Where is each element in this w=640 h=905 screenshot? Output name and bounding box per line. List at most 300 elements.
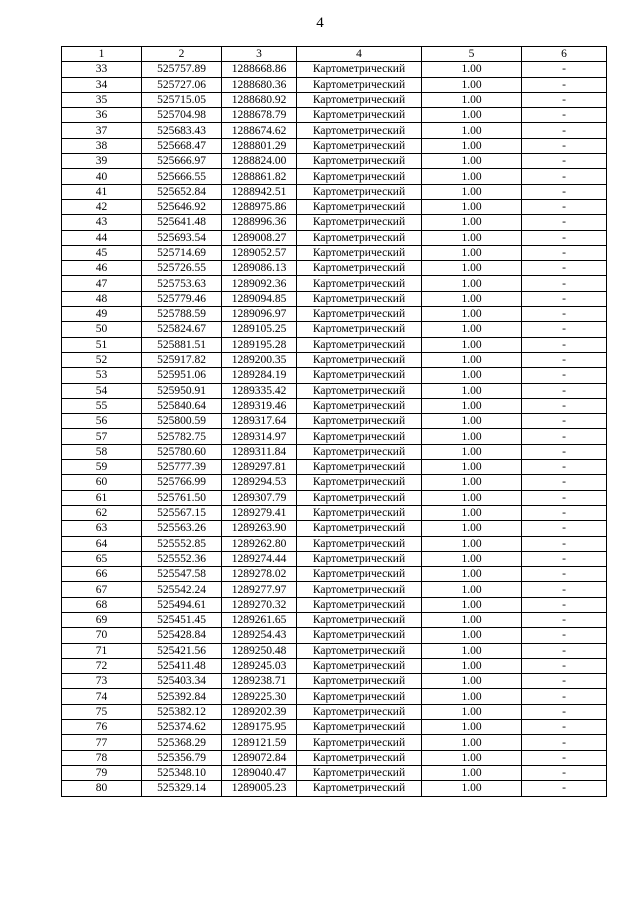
point-number-cell: 63 bbox=[62, 521, 142, 536]
x-coordinate-cell: 525704.98 bbox=[142, 108, 222, 123]
point-number-cell: 80 bbox=[62, 781, 142, 796]
accuracy-cell: 1.00 bbox=[422, 460, 522, 475]
point-number-cell: 78 bbox=[62, 750, 142, 765]
method-cell: Картометрический bbox=[297, 230, 422, 245]
column-header: 3 bbox=[222, 47, 297, 62]
point-number-cell: 71 bbox=[62, 643, 142, 658]
note-cell: - bbox=[522, 781, 607, 796]
accuracy-cell: 1.00 bbox=[422, 276, 522, 291]
method-cell: Картометрический bbox=[297, 643, 422, 658]
accuracy-cell: 1.00 bbox=[422, 567, 522, 582]
table-row bbox=[62, 230, 607, 245]
note-cell: - bbox=[522, 92, 607, 107]
point-number-cell: 76 bbox=[62, 720, 142, 735]
accuracy-cell: 1.00 bbox=[422, 199, 522, 214]
accuracy-cell: 1.00 bbox=[422, 383, 522, 398]
table-row bbox=[62, 383, 607, 398]
method-cell: Картометрический bbox=[297, 597, 422, 612]
note-cell: - bbox=[522, 123, 607, 138]
method-cell: Картометрический bbox=[297, 215, 422, 230]
note-cell: - bbox=[522, 138, 607, 153]
x-coordinate-cell: 525542.24 bbox=[142, 582, 222, 597]
y-coordinate-cell: 1289319.46 bbox=[222, 398, 297, 413]
point-number-cell: 37 bbox=[62, 123, 142, 138]
table-row bbox=[62, 261, 607, 276]
accuracy-cell: 1.00 bbox=[422, 77, 522, 92]
y-coordinate-cell: 1289297.81 bbox=[222, 460, 297, 475]
x-coordinate-cell: 525780.60 bbox=[142, 444, 222, 459]
table-row bbox=[62, 475, 607, 490]
table-row bbox=[62, 276, 607, 291]
note-cell: - bbox=[522, 567, 607, 582]
method-cell: Картометрический bbox=[297, 720, 422, 735]
note-cell: - bbox=[522, 490, 607, 505]
y-coordinate-cell: 1289175.95 bbox=[222, 720, 297, 735]
note-cell: - bbox=[522, 475, 607, 490]
x-coordinate-cell: 525348.10 bbox=[142, 765, 222, 780]
column-header: 6 bbox=[522, 47, 607, 62]
table-row bbox=[62, 429, 607, 444]
method-cell: Картометрический bbox=[297, 383, 422, 398]
x-coordinate-cell: 525693.54 bbox=[142, 230, 222, 245]
point-number-cell: 47 bbox=[62, 276, 142, 291]
accuracy-cell: 1.00 bbox=[422, 735, 522, 750]
y-coordinate-cell: 1289225.30 bbox=[222, 689, 297, 704]
accuracy-cell: 1.00 bbox=[422, 245, 522, 260]
note-cell: - bbox=[522, 169, 607, 184]
method-cell: Картометрический bbox=[297, 245, 422, 260]
x-coordinate-cell: 525788.59 bbox=[142, 307, 222, 322]
point-number-cell: 69 bbox=[62, 612, 142, 627]
point-number-cell: 67 bbox=[62, 582, 142, 597]
method-cell: Картометрический bbox=[297, 689, 422, 704]
y-coordinate-cell: 1288668.86 bbox=[222, 62, 297, 77]
accuracy-cell: 1.00 bbox=[422, 108, 522, 123]
accuracy-cell: 1.00 bbox=[422, 521, 522, 536]
x-coordinate-cell: 525329.14 bbox=[142, 781, 222, 796]
table-row bbox=[62, 307, 607, 322]
method-cell: Картометрический bbox=[297, 291, 422, 306]
point-number-cell: 58 bbox=[62, 444, 142, 459]
method-cell: Картометрический bbox=[297, 184, 422, 199]
accuracy-cell: 1.00 bbox=[422, 337, 522, 352]
x-coordinate-cell: 525652.84 bbox=[142, 184, 222, 199]
point-number-cell: 74 bbox=[62, 689, 142, 704]
note-cell: - bbox=[522, 307, 607, 322]
note-cell: - bbox=[522, 245, 607, 260]
point-number-cell: 35 bbox=[62, 92, 142, 107]
y-coordinate-cell: 1288975.86 bbox=[222, 199, 297, 214]
accuracy-cell: 1.00 bbox=[422, 429, 522, 444]
table-row bbox=[62, 368, 607, 383]
column-header: 5 bbox=[422, 47, 522, 62]
accuracy-cell: 1.00 bbox=[422, 444, 522, 459]
method-cell: Картометрический bbox=[297, 414, 422, 429]
y-coordinate-cell: 1289245.03 bbox=[222, 658, 297, 673]
y-coordinate-cell: 1289279.41 bbox=[222, 505, 297, 520]
note-cell: - bbox=[522, 429, 607, 444]
y-coordinate-cell: 1289072.84 bbox=[222, 750, 297, 765]
note-cell: - bbox=[522, 154, 607, 169]
point-number-cell: 77 bbox=[62, 735, 142, 750]
accuracy-cell: 1.00 bbox=[422, 612, 522, 627]
method-cell: Картометрический bbox=[297, 658, 422, 673]
note-cell: - bbox=[522, 62, 607, 77]
y-coordinate-cell: 1289105.25 bbox=[222, 322, 297, 337]
x-coordinate-cell: 525951.06 bbox=[142, 368, 222, 383]
note-cell: - bbox=[522, 765, 607, 780]
x-coordinate-cell: 525421.56 bbox=[142, 643, 222, 658]
note-cell: - bbox=[522, 291, 607, 306]
x-coordinate-cell: 525666.55 bbox=[142, 169, 222, 184]
point-number-cell: 43 bbox=[62, 215, 142, 230]
point-number-cell: 44 bbox=[62, 230, 142, 245]
column-header: 4 bbox=[297, 47, 422, 62]
point-number-cell: 68 bbox=[62, 597, 142, 612]
coordinates-table bbox=[61, 46, 607, 797]
accuracy-cell: 1.00 bbox=[422, 169, 522, 184]
accuracy-cell: 1.00 bbox=[422, 658, 522, 673]
method-cell: Картометрический bbox=[297, 138, 422, 153]
note-cell: - bbox=[522, 398, 607, 413]
point-number-cell: 36 bbox=[62, 108, 142, 123]
accuracy-cell: 1.00 bbox=[422, 597, 522, 612]
point-number-cell: 50 bbox=[62, 322, 142, 337]
method-cell: Картометрический bbox=[297, 108, 422, 123]
x-coordinate-cell: 525451.45 bbox=[142, 612, 222, 627]
method-cell: Картометрический bbox=[297, 337, 422, 352]
x-coordinate-cell: 525777.39 bbox=[142, 460, 222, 475]
column-header: 1 bbox=[62, 47, 142, 62]
point-number-cell: 66 bbox=[62, 567, 142, 582]
x-coordinate-cell: 525753.63 bbox=[142, 276, 222, 291]
table-row bbox=[62, 551, 607, 566]
x-coordinate-cell: 525715.05 bbox=[142, 92, 222, 107]
y-coordinate-cell: 1289040.47 bbox=[222, 765, 297, 780]
table-row bbox=[62, 597, 607, 612]
page-number: 4 bbox=[316, 15, 324, 31]
x-coordinate-cell: 525782.75 bbox=[142, 429, 222, 444]
note-cell: - bbox=[522, 674, 607, 689]
method-cell: Картометрический bbox=[297, 490, 422, 505]
method-cell: Картометрический bbox=[297, 62, 422, 77]
method-cell: Картометрический bbox=[297, 261, 422, 276]
x-coordinate-cell: 525428.84 bbox=[142, 628, 222, 643]
method-cell: Картометрический bbox=[297, 781, 422, 796]
method-cell: Картометрический bbox=[297, 582, 422, 597]
method-cell: Картометрический bbox=[297, 735, 422, 750]
y-coordinate-cell: 1288942.51 bbox=[222, 184, 297, 199]
note-cell: - bbox=[522, 628, 607, 643]
table-row bbox=[62, 108, 607, 123]
method-cell: Картометрический bbox=[297, 567, 422, 582]
y-coordinate-cell: 1289284.19 bbox=[222, 368, 297, 383]
accuracy-cell: 1.00 bbox=[422, 781, 522, 796]
table-row bbox=[62, 643, 607, 658]
y-coordinate-cell: 1288861.82 bbox=[222, 169, 297, 184]
accuracy-cell: 1.00 bbox=[422, 720, 522, 735]
y-coordinate-cell: 1288680.92 bbox=[222, 92, 297, 107]
table-row bbox=[62, 398, 607, 413]
accuracy-cell: 1.00 bbox=[422, 261, 522, 276]
table-row bbox=[62, 521, 607, 536]
note-cell: - bbox=[522, 612, 607, 627]
y-coordinate-cell: 1289094.85 bbox=[222, 291, 297, 306]
x-coordinate-cell: 525666.97 bbox=[142, 154, 222, 169]
y-coordinate-cell: 1289092.36 bbox=[222, 276, 297, 291]
accuracy-cell: 1.00 bbox=[422, 92, 522, 107]
x-coordinate-cell: 525382.12 bbox=[142, 704, 222, 719]
table-row bbox=[62, 215, 607, 230]
y-coordinate-cell: 1289314.97 bbox=[222, 429, 297, 444]
point-number-cell: 48 bbox=[62, 291, 142, 306]
method-cell: Картометрический bbox=[297, 551, 422, 566]
accuracy-cell: 1.00 bbox=[422, 750, 522, 765]
table-row bbox=[62, 704, 607, 719]
point-number-cell: 55 bbox=[62, 398, 142, 413]
x-coordinate-cell: 525917.82 bbox=[142, 352, 222, 367]
accuracy-cell: 1.00 bbox=[422, 352, 522, 367]
x-coordinate-cell: 525766.99 bbox=[142, 475, 222, 490]
accuracy-cell: 1.00 bbox=[422, 582, 522, 597]
note-cell: - bbox=[522, 383, 607, 398]
y-coordinate-cell: 1289274.44 bbox=[222, 551, 297, 566]
point-number-cell: 65 bbox=[62, 551, 142, 566]
method-cell: Картометрический bbox=[297, 704, 422, 719]
method-cell: Картометрический bbox=[297, 674, 422, 689]
accuracy-cell: 1.00 bbox=[422, 551, 522, 566]
x-coordinate-cell: 525757.89 bbox=[142, 62, 222, 77]
method-cell: Картометрический bbox=[297, 750, 422, 765]
x-coordinate-cell: 525356.79 bbox=[142, 750, 222, 765]
method-cell: Картометрический bbox=[297, 154, 422, 169]
x-coordinate-cell: 525567.15 bbox=[142, 505, 222, 520]
note-cell: - bbox=[522, 720, 607, 735]
table-row bbox=[62, 77, 607, 92]
method-cell: Картометрический bbox=[297, 628, 422, 643]
point-number-cell: 56 bbox=[62, 414, 142, 429]
x-coordinate-cell: 525726.55 bbox=[142, 261, 222, 276]
x-coordinate-cell: 525668.47 bbox=[142, 138, 222, 153]
point-number-cell: 54 bbox=[62, 383, 142, 398]
note-cell: - bbox=[522, 689, 607, 704]
note-cell: - bbox=[522, 337, 607, 352]
x-coordinate-cell: 525950.91 bbox=[142, 383, 222, 398]
accuracy-cell: 1.00 bbox=[422, 704, 522, 719]
point-number-cell: 60 bbox=[62, 475, 142, 490]
note-cell: - bbox=[522, 368, 607, 383]
point-number-cell: 62 bbox=[62, 505, 142, 520]
point-number-cell: 53 bbox=[62, 368, 142, 383]
x-coordinate-cell: 525552.36 bbox=[142, 551, 222, 566]
accuracy-cell: 1.00 bbox=[422, 643, 522, 658]
table-row bbox=[62, 414, 607, 429]
x-coordinate-cell: 525552.85 bbox=[142, 536, 222, 551]
note-cell: - bbox=[522, 643, 607, 658]
y-coordinate-cell: 1289262.80 bbox=[222, 536, 297, 551]
x-coordinate-cell: 525547.58 bbox=[142, 567, 222, 582]
accuracy-cell: 1.00 bbox=[422, 322, 522, 337]
method-cell: Картометрический bbox=[297, 368, 422, 383]
method-cell: Картометрический bbox=[297, 123, 422, 138]
y-coordinate-cell: 1289261.65 bbox=[222, 612, 297, 627]
point-number-cell: 59 bbox=[62, 460, 142, 475]
note-cell: - bbox=[522, 261, 607, 276]
note-cell: - bbox=[522, 414, 607, 429]
accuracy-cell: 1.00 bbox=[422, 398, 522, 413]
y-coordinate-cell: 1288678.79 bbox=[222, 108, 297, 123]
y-coordinate-cell: 1289005.23 bbox=[222, 781, 297, 796]
x-coordinate-cell: 525881.51 bbox=[142, 337, 222, 352]
table-row bbox=[62, 322, 607, 337]
table-row bbox=[62, 154, 607, 169]
accuracy-cell: 1.00 bbox=[422, 123, 522, 138]
note-cell: - bbox=[522, 750, 607, 765]
y-coordinate-cell: 1289086.13 bbox=[222, 261, 297, 276]
method-cell: Картометрический bbox=[297, 307, 422, 322]
table-row bbox=[62, 505, 607, 520]
y-coordinate-cell: 1289250.48 bbox=[222, 643, 297, 658]
note-cell: - bbox=[522, 352, 607, 367]
x-coordinate-cell: 525368.29 bbox=[142, 735, 222, 750]
note-cell: - bbox=[522, 444, 607, 459]
x-coordinate-cell: 525840.64 bbox=[142, 398, 222, 413]
accuracy-cell: 1.00 bbox=[422, 230, 522, 245]
table-row bbox=[62, 169, 607, 184]
accuracy-cell: 1.00 bbox=[422, 215, 522, 230]
note-cell: - bbox=[522, 735, 607, 750]
method-cell: Картометрический bbox=[297, 521, 422, 536]
x-coordinate-cell: 525403.34 bbox=[142, 674, 222, 689]
note-cell: - bbox=[522, 658, 607, 673]
x-coordinate-cell: 525563.26 bbox=[142, 521, 222, 536]
y-coordinate-cell: 1289311.84 bbox=[222, 444, 297, 459]
point-number-cell: 33 bbox=[62, 62, 142, 77]
y-coordinate-cell: 1289307.79 bbox=[222, 490, 297, 505]
point-number-cell: 73 bbox=[62, 674, 142, 689]
table-row bbox=[62, 567, 607, 582]
table-row bbox=[62, 781, 607, 796]
table-row bbox=[62, 612, 607, 627]
x-coordinate-cell: 525392.84 bbox=[142, 689, 222, 704]
table-row bbox=[62, 735, 607, 750]
y-coordinate-cell: 1289052.57 bbox=[222, 245, 297, 260]
point-number-cell: 61 bbox=[62, 490, 142, 505]
point-number-cell: 45 bbox=[62, 245, 142, 260]
note-cell: - bbox=[522, 505, 607, 520]
table-row bbox=[62, 628, 607, 643]
method-cell: Картометрический bbox=[297, 92, 422, 107]
note-cell: - bbox=[522, 322, 607, 337]
y-coordinate-cell: 1288996.36 bbox=[222, 215, 297, 230]
point-number-cell: 51 bbox=[62, 337, 142, 352]
note-cell: - bbox=[522, 184, 607, 199]
method-cell: Картометрический bbox=[297, 612, 422, 627]
accuracy-cell: 1.00 bbox=[422, 368, 522, 383]
y-coordinate-cell: 1289200.35 bbox=[222, 352, 297, 367]
point-number-cell: 41 bbox=[62, 184, 142, 199]
point-number-cell: 79 bbox=[62, 765, 142, 780]
note-cell: - bbox=[522, 597, 607, 612]
note-cell: - bbox=[522, 551, 607, 566]
x-coordinate-cell: 525494.61 bbox=[142, 597, 222, 612]
accuracy-cell: 1.00 bbox=[422, 490, 522, 505]
y-coordinate-cell: 1289096.97 bbox=[222, 307, 297, 322]
note-cell: - bbox=[522, 108, 607, 123]
table-row bbox=[62, 444, 607, 459]
method-cell: Картометрический bbox=[297, 199, 422, 214]
table-row bbox=[62, 62, 607, 77]
table-row bbox=[62, 674, 607, 689]
y-coordinate-cell: 1289121.59 bbox=[222, 735, 297, 750]
point-number-cell: 57 bbox=[62, 429, 142, 444]
table-row bbox=[62, 92, 607, 107]
table-row bbox=[62, 337, 607, 352]
table-row bbox=[62, 123, 607, 138]
accuracy-cell: 1.00 bbox=[422, 154, 522, 169]
y-coordinate-cell: 1288801.29 bbox=[222, 138, 297, 153]
table-row bbox=[62, 689, 607, 704]
note-cell: - bbox=[522, 582, 607, 597]
point-number-cell: 70 bbox=[62, 628, 142, 643]
point-number-cell: 64 bbox=[62, 536, 142, 551]
x-coordinate-cell: 525761.50 bbox=[142, 490, 222, 505]
table-row bbox=[62, 199, 607, 214]
y-coordinate-cell: 1288674.62 bbox=[222, 123, 297, 138]
method-cell: Картометрический bbox=[297, 505, 422, 520]
point-number-cell: 38 bbox=[62, 138, 142, 153]
x-coordinate-cell: 525641.48 bbox=[142, 215, 222, 230]
note-cell: - bbox=[522, 704, 607, 719]
accuracy-cell: 1.00 bbox=[422, 765, 522, 780]
method-cell: Картометрический bbox=[297, 765, 422, 780]
table-row bbox=[62, 291, 607, 306]
accuracy-cell: 1.00 bbox=[422, 62, 522, 77]
table-row bbox=[62, 720, 607, 735]
table-row bbox=[62, 536, 607, 551]
y-coordinate-cell: 1289254.43 bbox=[222, 628, 297, 643]
table-row bbox=[62, 138, 607, 153]
y-coordinate-cell: 1289008.27 bbox=[222, 230, 297, 245]
table-row bbox=[62, 582, 607, 597]
point-number-cell: 72 bbox=[62, 658, 142, 673]
note-cell: - bbox=[522, 460, 607, 475]
method-cell: Картометрический bbox=[297, 77, 422, 92]
note-cell: - bbox=[522, 230, 607, 245]
accuracy-cell: 1.00 bbox=[422, 689, 522, 704]
table-row bbox=[62, 765, 607, 780]
method-cell: Картометрический bbox=[297, 536, 422, 551]
y-coordinate-cell: 1289195.28 bbox=[222, 337, 297, 352]
y-coordinate-cell: 1289335.42 bbox=[222, 383, 297, 398]
method-cell: Картометрический bbox=[297, 169, 422, 184]
method-cell: Картометрический bbox=[297, 276, 422, 291]
point-number-cell: 75 bbox=[62, 704, 142, 719]
x-coordinate-cell: 525374.62 bbox=[142, 720, 222, 735]
table-row bbox=[62, 490, 607, 505]
method-cell: Картометрический bbox=[297, 322, 422, 337]
y-coordinate-cell: 1289278.02 bbox=[222, 567, 297, 582]
note-cell: - bbox=[522, 521, 607, 536]
y-coordinate-cell: 1289270.32 bbox=[222, 597, 297, 612]
accuracy-cell: 1.00 bbox=[422, 628, 522, 643]
table-body bbox=[62, 62, 607, 796]
point-number-cell: 42 bbox=[62, 199, 142, 214]
accuracy-cell: 1.00 bbox=[422, 674, 522, 689]
y-coordinate-cell: 1289294.53 bbox=[222, 475, 297, 490]
accuracy-cell: 1.00 bbox=[422, 536, 522, 551]
method-cell: Картометрический bbox=[297, 352, 422, 367]
